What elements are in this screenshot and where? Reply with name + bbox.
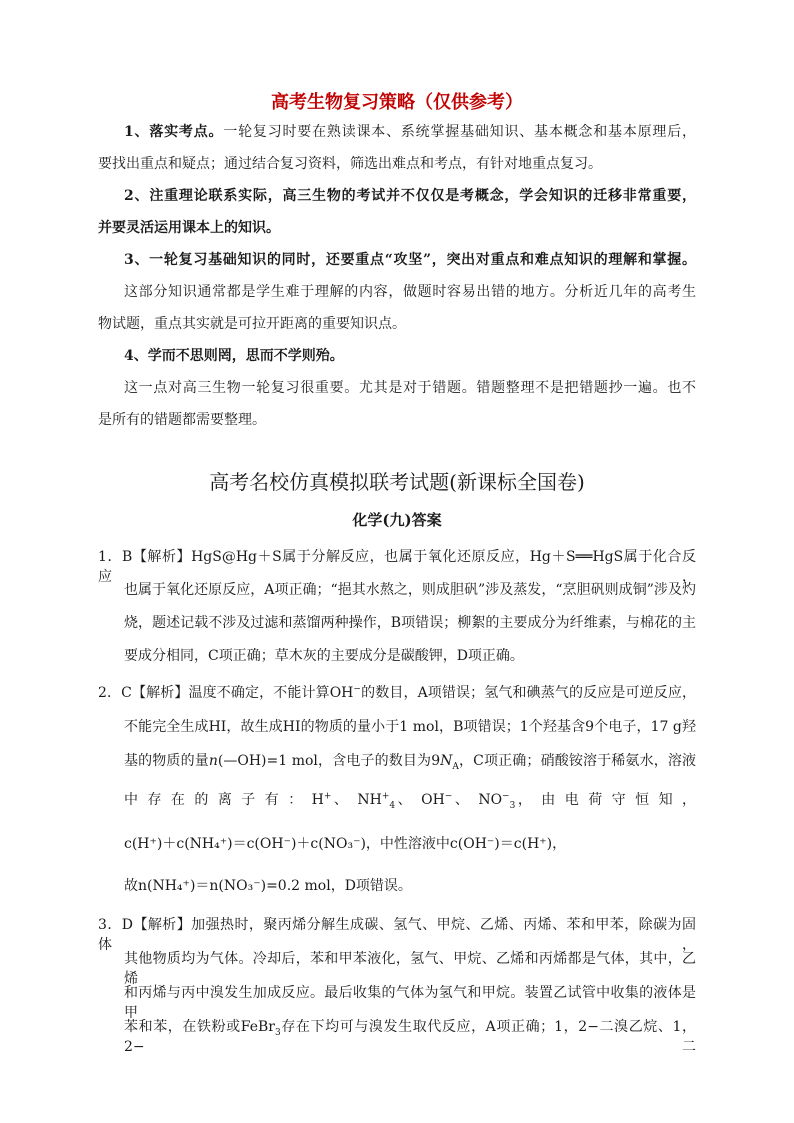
answer-3-line-2: 其他物质均为气体。冷却后，苯和甲苯液化，氢气、甲烷、乙烯和丙烯都是气体，其中，乙烯: [124, 951, 696, 987]
ion-no3-charge: −: [502, 791, 510, 802]
point-1-line-2: 要找出重点和疑点；通过结合复习资料，筛选出难点和考点，有针对地重点复习。: [98, 156, 602, 172]
answer-2-line-4: 中 存 在 的 离 子 有 ： H+、 $NH^+_4$、 OH−、 $NO^-_3$， 由 电 荷 守 恒 知 ，: [124, 791, 697, 811]
answer-2-text-d: (—OH)=1 mol，含电子的数目为9: [217, 753, 441, 769]
study-strategy-title: 高考生物复习策略（仅供参考）: [271, 92, 523, 113]
point-1-line-1: [124, 122, 696, 142]
point-2-line-1: 2、注重理论联系实际，高三生物的考试并不仅仅是考概念，学会知识的迁移非常重要，: [124, 188, 696, 204]
answer-3-line-3: 和丙烯与丙中溴发生加成反应。最后收集的气体为氢气和甲烷。装置乙试管中收集的液体是甲: [124, 985, 696, 1021]
symbol-avogadro-sub: A: [452, 761, 459, 772]
answer-2-line-1: [98, 683, 696, 703]
exam-title: 高考名校仿真模拟联考试题(新课标全国卷): [209, 470, 585, 494]
point-1-heading: 1、落实考点。: [124, 124, 224, 140]
point-3-line-3: 物试题，重点其实就是可拉开距离的重要知识点。: [98, 316, 406, 332]
symbol-n: n: [208, 753, 218, 769]
point-3-line-2: 这部分知识通常都是学生难于理解的内容，做题时容易出错的地方。分析近几年的高考生: [124, 284, 696, 300]
point-3-line-1: 3、一轮复习基础知识的同时，还要重点“攻坚”，突出对重点和难点知识的理解和掌握。: [124, 252, 696, 268]
answer-2-line-5: c(H⁺)＋c(NH₄⁺)＝c(OH⁻)＋c(NO₃⁻)，中性溶液中c(OH⁻)＝c(H⁺)，: [124, 836, 567, 852]
ion-no3: NO: [478, 792, 503, 808]
symbol-avogadro: N: [440, 753, 453, 769]
answer-2-text-a: 2．C【解析】温度不确定，不能计算OH: [98, 685, 354, 701]
ion-oh-charge: −: [444, 791, 453, 802]
answer-1-line-1: 1．B【解析】HgS@Hg＋S属于分解反应，也属于氧化还原反应，Hg＋S══HgS属于化合反应，: [98, 549, 696, 585]
ion-no3-sub: 3: [509, 800, 516, 811]
answer-1-line-4: 要成分相同，C项正确；草木灰的主要成分是碳酸钾，D项正确。: [124, 648, 524, 664]
ion-h-charge: +: [323, 791, 332, 802]
ion-nh4-sub: 4: [389, 800, 396, 811]
answer-2-line-6: 故n(NH₄⁺)＝n(NO₃⁻)=0.2 mol，D项错误。: [124, 878, 412, 894]
answer-2-text-f: 中 存 在 的 离 子 有 ：: [124, 792, 305, 808]
point-2-line-2: 并要灵活运用课本上的知识。: [98, 220, 280, 236]
ion-oh: OH: [421, 792, 445, 808]
answer-1-line-3: 烧，题述记载不涉及过滤和蒸馏两种操作，B项错误；柳絮的主要成分为纤维素，与棉花的主: [124, 615, 696, 631]
point-4-line-2: 这一点对高三生物一轮复习很重要。尤其是对于错题。错题整理不是把错题抄一遍。也不: [124, 380, 696, 396]
ion-h: H: [311, 792, 324, 808]
point-4-line-1: 4、学而不思则罔，思而不学则殆。: [124, 348, 344, 364]
answer-2-text-c: 基的物质的量: [124, 753, 209, 769]
answer-2-text-e: ，C项正确；硝酸铵溶于稀氨水，溶液: [458, 753, 696, 769]
point-4-line-3: 是所有的错题都需要整理。: [98, 412, 266, 428]
answer-1-line-2: 也属于氧化还原反应，A项正确；“挹其水熬之，则成胆矾”涉及蒸发，“烹胆矾则成铜”涉及灼: [124, 582, 696, 598]
answer-2-line-2: 不能完全生成HI，故生成HI的物质的量小于1 mol，B项错误；1个羟基含9个电子，17 g羟: [124, 719, 696, 735]
answer-3-line-1: 3．D【解析】加强热时，聚丙烯分解生成碳、氢气、甲烷、乙烯、丙烯、苯和甲苯，除碳为固体，: [98, 917, 696, 953]
ion-nh4: NH: [357, 792, 382, 808]
hydroxide-charge: −: [353, 684, 361, 695]
ion-nh4-charge: +: [381, 791, 390, 802]
answer-3-line-4: [124, 1017, 697, 1055]
febr3-sub: 3: [275, 1027, 281, 1038]
answer-2-text-g: ， 由 电 荷 守 恒 知 ，: [515, 792, 697, 808]
answer-2-line-3: [124, 751, 696, 771]
answer-3-text-b: 存在下均可与溴发生取代反应，A项正确；1，2−二溴乙烷、1，2−二: [124, 1019, 697, 1055]
answer-2-text-b: 的数目，A项错误；氢气和碘蒸气的反应是可逆反应，: [360, 685, 697, 701]
answer-3-text-a: 苯和苯，在铁粉或FeBr: [124, 1019, 275, 1035]
exam-subtitle: 化学(九)答案: [352, 511, 442, 529]
point-1-text: 一轮复习时要在熟读课本、系统掌握基础知识、基本概念和基本原理后，: [223, 124, 697, 140]
